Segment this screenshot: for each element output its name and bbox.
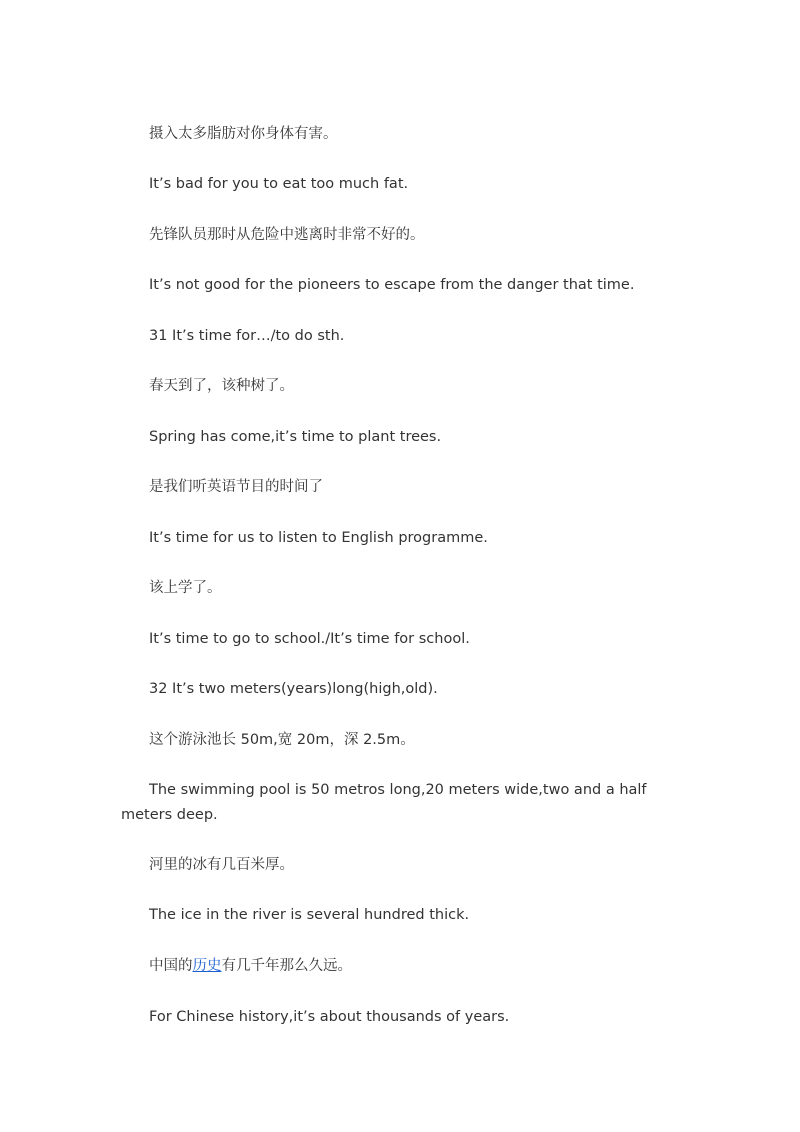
paragraph: The swimming pool is 50 metros long,20 meters wide,two and a half meters deep. — [121, 782, 647, 823]
paragraph: 是我们听英语节目的时间了 — [149, 479, 323, 495]
paragraph: 先锋队员那时从危险中逃离时非常不好的。 — [149, 227, 425, 243]
paragraph: It’s time for us to listen to English programme. — [149, 530, 488, 546]
paragraph: The ice in the river is several hundred thick. — [149, 907, 470, 923]
paragraph: It’s not good for the pioneers to escape from the danger that time. — [149, 277, 635, 293]
paragraph: It’s time to go to school./It’s time for school. — [149, 631, 470, 647]
paragraph: Spring has come,it’s time to plant trees. — [149, 429, 442, 445]
paragraph: 31 It’s time for…/to do sth. — [149, 328, 345, 344]
paragraph: For Chinese history,it’s about thousands of years. — [149, 1009, 510, 1025]
paragraph: 这个游泳池长 50m,宽 20m，深 2.5m。 — [149, 732, 415, 748]
paragraph: 该上学了。 — [149, 580, 222, 596]
history-link[interactable]: 历史 — [192, 958, 222, 974]
paragraph: 河里的冰有几百米厚。 — [149, 857, 294, 873]
paragraph: 32 It’s two meters(years)long(high,old). — [149, 681, 438, 697]
paragraph: 摄入太多脂肪对你身体有害。 — [149, 126, 338, 142]
history-text-before: 中国的 — [149, 958, 193, 974]
paragraph: It’s bad for you to eat too much fat. — [149, 176, 409, 192]
paragraph-history — [121, 954, 661, 979]
history-text-after: 有几千年那么久远。 — [221, 958, 352, 974]
paragraph: 春天到了，该种树了。 — [149, 378, 294, 394]
